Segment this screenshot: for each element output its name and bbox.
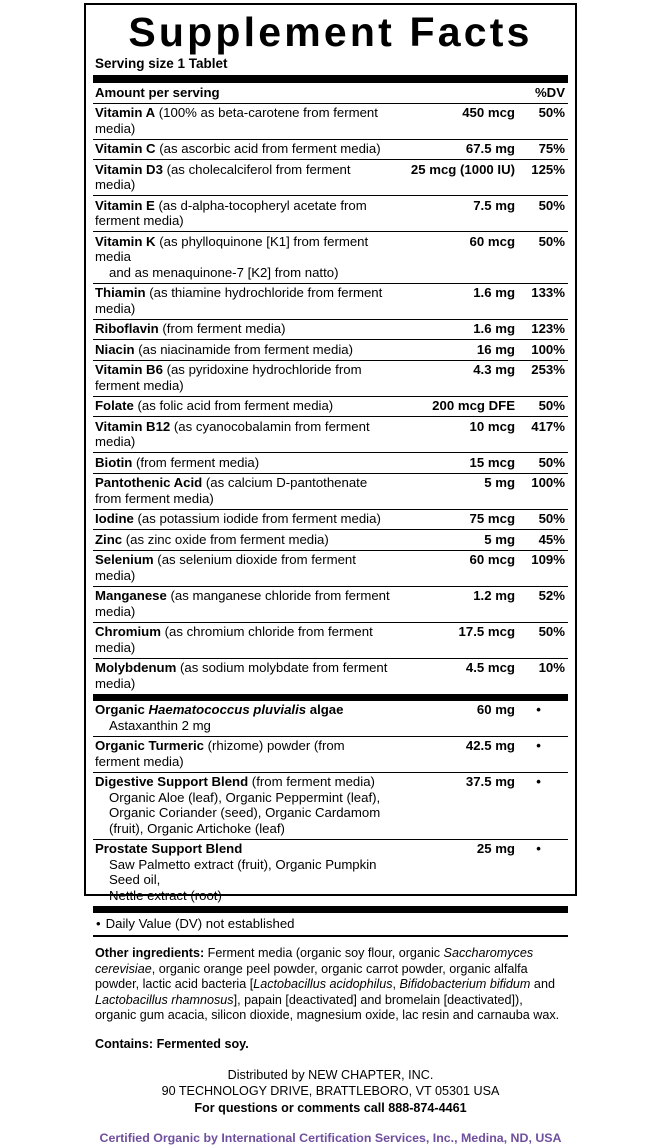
nutrient-dv: 75% xyxy=(521,139,568,160)
nutrient-name: Thiamin (as thiamine hydrochloride from ferment media) xyxy=(93,283,393,319)
nutrient-amount: 1.2 mg xyxy=(393,586,521,622)
table-row xyxy=(93,622,568,658)
phone-line: For questions or comments call 888-874-4461 xyxy=(194,1100,467,1115)
nutrient-name: Vitamin K (as phylloquinone [K1] from ferment media and as menaquinone-7 [K2] from natto) xyxy=(93,232,393,284)
nutrient-amount: 60 mcg xyxy=(393,550,521,586)
nutrient-amount: 15 mcg xyxy=(393,453,521,474)
table-row xyxy=(93,736,568,772)
nutrient-amount: 67.5 mg xyxy=(393,139,521,160)
nutrient-amount: 5 mg xyxy=(393,473,521,509)
nutrient-name: Biotin (from ferment media) xyxy=(93,453,393,474)
nutrient-dv: 52% xyxy=(521,586,568,622)
nutrient-name: Zinc (as zinc oxide from ferment media) xyxy=(93,530,393,551)
address-line: 90 TECHNOLOGY DRIVE, BRATTLEBORO, VT 05301 USA xyxy=(161,1084,500,1099)
nutrient-dv: 100% xyxy=(521,473,568,509)
table-row xyxy=(93,658,568,694)
nutrient-name: Manganese (as manganese chloride from ferment media) xyxy=(93,586,393,622)
nutrient-name: Selenium (as selenium dioxide from ferment media) xyxy=(93,550,393,586)
nutrient-amount: 7.5 mg xyxy=(393,196,521,232)
amount-header-spacer xyxy=(393,83,521,103)
table-row xyxy=(93,839,568,906)
other-ingredients-text: Other ingredients: Ferment media (organic soy flour, organic Saccharomyces cerevisiae, organic orange peel powder, organic carrot powder, organic alfalfa powder, lactic acid bacteria [Lactobacillus acidophilus, Bifidobacterium bifidum and Lactobacillus rhamnosus], papain [deactivated] and bromelain [deactivated]), organic gum acacia, silicon dioxide, magnesium oxide, lac resin and carnauba wax. xyxy=(95,946,560,1023)
table-row xyxy=(93,340,568,361)
blend-name: Organic Turmeric (rhizome) powder (from ferment media) xyxy=(93,736,393,772)
blends-table xyxy=(93,701,568,906)
table-row xyxy=(93,473,568,509)
table-row xyxy=(93,550,568,586)
table-row xyxy=(93,396,568,417)
table-row xyxy=(93,772,568,839)
nutrient-dv: 50% xyxy=(521,396,568,417)
nutrient-amount: 10 mcg xyxy=(393,417,521,453)
nutrient-dv: 109% xyxy=(521,550,568,586)
divider-thick-blends xyxy=(93,694,568,701)
nutrient-name: Vitamin E (as d-alpha-tocopheryl acetate from ferment media) xyxy=(93,196,393,232)
nutrient-name: Vitamin C (as ascorbic acid from ferment media) xyxy=(93,139,393,160)
table-row xyxy=(93,586,568,622)
nutrient-amount: 16 mg xyxy=(393,340,521,361)
nutrient-amount: 4.3 mg xyxy=(393,360,521,396)
nutrient-dv: 50% xyxy=(521,622,568,658)
nutrient-amount: 60 mcg xyxy=(393,232,521,284)
blend-name: Prostate Support Blend Saw Palmetto extract (fruit), Organic Pumpkin Seed oil, Nettle extract (root) xyxy=(95,841,377,903)
distributed-by-line: Distributed by NEW CHAPTER, INC. xyxy=(227,1067,434,1082)
nutrient-name: Vitamin B12 (as cyanocobalamin from ferment media) xyxy=(93,417,393,453)
table-row xyxy=(93,453,568,474)
nutrient-name: Vitamin B6 (as pyridoxine hydrochloride from ferment media) xyxy=(93,360,393,396)
nutrient-amount: 4.5 mcg xyxy=(465,660,515,675)
blend-amount: 37.5 mg xyxy=(393,772,521,839)
blend-dv-bullet: • xyxy=(521,736,568,772)
bullet-icon: • xyxy=(96,915,101,931)
nutrient-name: Riboflavin (from ferment media) xyxy=(93,319,393,340)
nutrition-table xyxy=(93,83,568,694)
nutrient-dv: 100% xyxy=(521,340,568,361)
table-header-row xyxy=(93,83,568,103)
divider-thick-footnote xyxy=(93,906,568,913)
table-row xyxy=(93,160,568,196)
nutrient-amount: 1.6 mg xyxy=(393,283,521,319)
nutrient-amount: 75 mcg xyxy=(393,509,521,530)
nutrient-name: Iodine (as potassium iodide from ferment media) xyxy=(93,509,393,530)
nutrient-dv: 50% xyxy=(521,103,568,139)
nutrient-amount: 200 mcg DFE xyxy=(393,396,521,417)
table-row xyxy=(93,103,568,139)
nutrient-name: Vitamin D3 (as cholecalciferol from ferment media) xyxy=(93,160,393,196)
table-row xyxy=(93,283,568,319)
nutrient-dv: 253% xyxy=(521,360,568,396)
nutrition-table-body xyxy=(93,83,568,694)
supplement-facts-label xyxy=(84,3,577,1146)
nutrient-dv: 45% xyxy=(521,530,568,551)
nutrient-amount: 450 mcg xyxy=(393,103,521,139)
table-row xyxy=(93,701,568,737)
certified-organic-line: Certified Organic by International Certification Services, Inc., Medina, ND, USA xyxy=(99,1131,562,1146)
nutrient-name: Folate (as folic acid from ferment media) xyxy=(93,396,393,417)
blend-dv-bullet: • xyxy=(536,841,541,856)
dv-footnote xyxy=(93,913,568,935)
dv-footnote-text: Daily Value (DV) not established xyxy=(105,915,295,931)
nutrient-dv: 50% xyxy=(521,453,568,474)
nutrient-dv: 10% xyxy=(538,660,565,675)
other-ingredients-section xyxy=(93,937,568,1146)
amount-per-serving-header: Amount per serving xyxy=(93,83,393,103)
nutrient-name: Niacin (as niacinamide from ferment media) xyxy=(93,340,393,361)
blends-table-body xyxy=(93,701,568,906)
serving-size: Serving size 1 Tablet xyxy=(95,56,228,71)
blend-amount: 60 mg xyxy=(393,701,521,737)
nutrient-amount: 25 mcg (1000 IU) xyxy=(393,160,521,196)
blend-dv-bullet: • xyxy=(521,772,568,839)
blend-dv-bullet: • xyxy=(521,701,568,737)
blend-name: Digestive Support Blend (from ferment media) Organic Aloe (leaf), Organic Peppermint (leaf), Organic Coriander (seed), Organic Cardamom (fruit), Organic Artichoke (leaf) xyxy=(93,772,393,839)
nutrient-dv: 50% xyxy=(521,232,568,284)
other-ingredients-heading: Other ingredients: xyxy=(95,946,205,960)
dv-header: %DV xyxy=(521,83,568,103)
table-row xyxy=(93,139,568,160)
table-row xyxy=(93,319,568,340)
divider-thick-top xyxy=(93,75,568,83)
nutrient-name: Pantothenic Acid (as calcium D-pantothenate from ferment media) xyxy=(93,473,393,509)
nutrient-dv: 133% xyxy=(521,283,568,319)
nutrient-amount: 17.5 mcg xyxy=(393,622,521,658)
table-row xyxy=(93,509,568,530)
nutrient-dv: 50% xyxy=(521,509,568,530)
table-row xyxy=(93,360,568,396)
blend-amount: 25 mg xyxy=(476,841,515,856)
table-row xyxy=(93,232,568,284)
nutrient-dv: 417% xyxy=(521,417,568,453)
nutrient-dv: 125% xyxy=(521,160,568,196)
nutrient-name: Molybdenum (as sodium molybdate from ferment media) xyxy=(95,660,388,691)
nutrient-dv: 50% xyxy=(521,196,568,232)
nutrient-amount: 5 mg xyxy=(393,530,521,551)
page-title: Supplement Facts xyxy=(128,9,533,55)
nutrient-name: Chromium (as chromium chloride from ferment media) xyxy=(93,622,393,658)
distributor-block xyxy=(95,1067,566,1117)
nutrient-dv: 123% xyxy=(521,319,568,340)
blend-name: Organic Haematococcus pluvialis algae Astaxanthin 2 mg xyxy=(93,701,393,737)
contains-statement: Contains: Fermented soy. xyxy=(95,1036,249,1051)
table-row xyxy=(93,417,568,453)
table-row xyxy=(93,530,568,551)
table-row xyxy=(93,196,568,232)
nutrient-name: Vitamin A (100% as beta-carotene from ferment media) xyxy=(93,103,393,139)
nutrient-amount: 1.6 mg xyxy=(393,319,521,340)
blend-amount: 42.5 mg xyxy=(393,736,521,772)
